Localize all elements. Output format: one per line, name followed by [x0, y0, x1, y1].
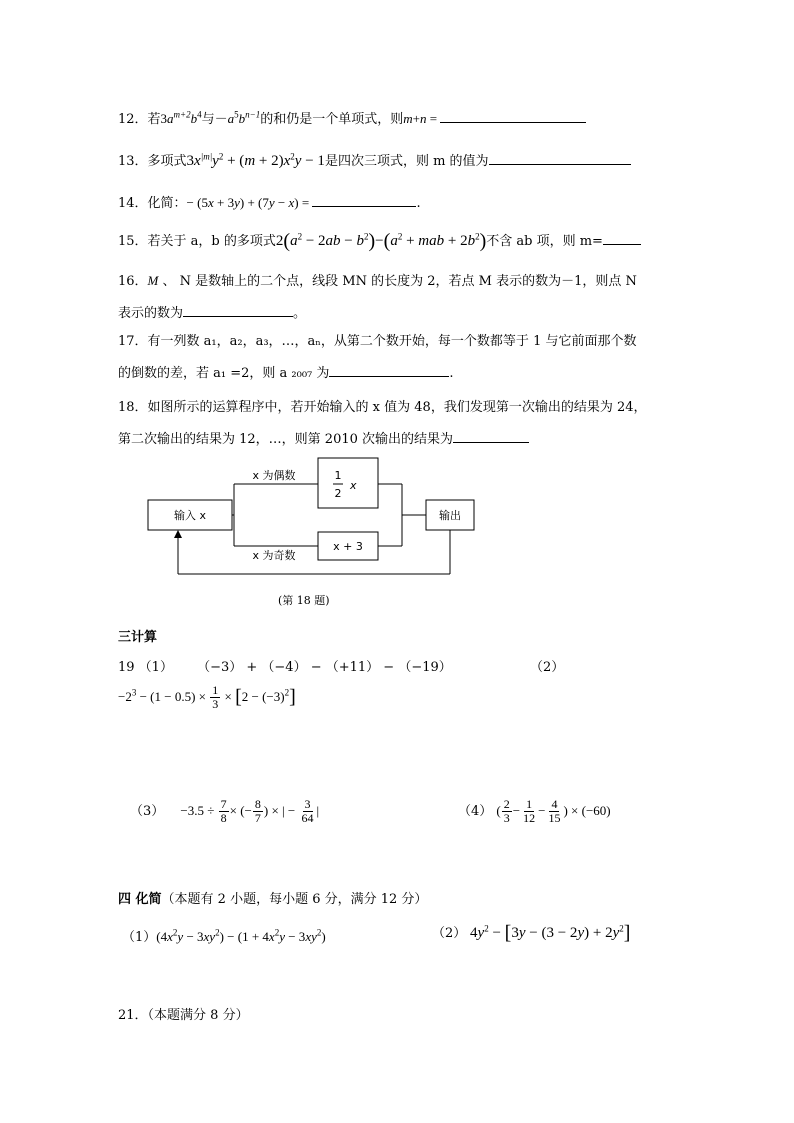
answer-blank[interactable] [453, 430, 529, 443]
question-18-line1: 18．如图所示的运算程序中，若开始输入的 x 值为 48，我们发现第一次输出的结果为 24， [118, 400, 647, 415]
section-4-problem-1: $(1)(4x^2y - 3xy^2) - (1 + 4x^2y - 3xy^2)$ [122, 927, 326, 945]
answer-blank[interactable] [603, 232, 641, 245]
svg-text:1: 1 [334, 469, 342, 482]
input-label: 输入 x [173, 509, 207, 522]
question-18-line2: 第二次输出的结果为 12，…，则第 2010 次输出的结果为 [118, 428, 529, 447]
question-13: 13．多项式$3x^{|m|}y^2 + (m + 2)x^2y - 1$是四次三项式，则 m 的值为 [118, 150, 631, 170]
output-label: 输出 [439, 509, 461, 522]
answer-blank[interactable] [329, 364, 449, 377]
half-box [318, 458, 378, 508]
arrow-head-icon [174, 530, 182, 538]
answer-blank[interactable] [440, 110, 586, 123]
figure-caption: (第 18 题) [278, 594, 330, 607]
flow-diagram [140, 452, 490, 582]
question-12: 12．若$3a^{m+2}b^4$与$-a^5b^{n-1}$的和仍是一个单项式，则m+n = [118, 108, 586, 127]
answer-blank[interactable] [183, 304, 293, 317]
q19-2-label: （2） [530, 660, 565, 675]
question-16-line2: 表示的数为 。 [118, 306, 307, 321]
question-17-line2: 的倒数的差，若 a₁ =2，则 a ₂₀₀₇ 为 . [118, 366, 454, 381]
odd-label: x 为奇数 [252, 549, 296, 562]
question-16-line1: 16．M 、 N 是数轴上的二个点，线段 MN 的长度为 2，若点 M 表示的数为－1，则点 N [118, 273, 637, 289]
question-15: 15．若关于 a，b 的多项式$2(a^2 - 2ab - b^2)-(a^2$ + mab + $2b^2$)不含 ab 项，则 m= [118, 230, 641, 253]
section-4-heading [118, 888, 427, 907]
even-label: x 为偶数 [252, 469, 296, 482]
answer-blank[interactable] [312, 194, 416, 207]
q19-1: 19 （1） （−3） + （−4） − （+11） − （−19） [118, 660, 452, 675]
section-4-note: （本题有 2 小题，每小题 6 分，满分 12 分） [161, 892, 428, 907]
q19-2-expression: $-2^3 - (1 - 0.5)$ × $\frac{1}{3}$ × $[2 - (-3)^2]$ [118, 683, 296, 711]
section-4-problem-2: （2） $4y^2 - [3y - (3 - 2y) + 2y^2]$ [432, 922, 631, 944]
q19-4: （4） ( $\frac{2}{3}$ − $\frac{1}{12}$ − $\frac{4}{15}$ ) × (−60) [458, 797, 611, 825]
svg-text:x + 3: x + 3 [333, 540, 363, 553]
question-17-line1: 17．有一列数 a₁，a₂，a₃，…，aₙ，从第二个数开始，每一个数都等于 1 与它前面那个数 [118, 334, 637, 349]
answer-blank[interactable] [489, 152, 631, 165]
question-21: 21．（本题满分 8 分） [118, 1008, 249, 1023]
section-3-title: 三计算 [118, 630, 158, 645]
svg-text:x: x [350, 479, 357, 492]
section-4-title: 四 化简 [118, 892, 162, 907]
svg-text:2: 2 [334, 487, 342, 500]
question-14: 14．化简：− (5x + 3y) + (7y − x) = . [118, 195, 421, 211]
q19-3: （3） −3.5 ÷ $\frac{7}{8}$ × (− $\frac{8}{7}$ ) × | − $\frac{3}{64}$ | [130, 797, 320, 825]
